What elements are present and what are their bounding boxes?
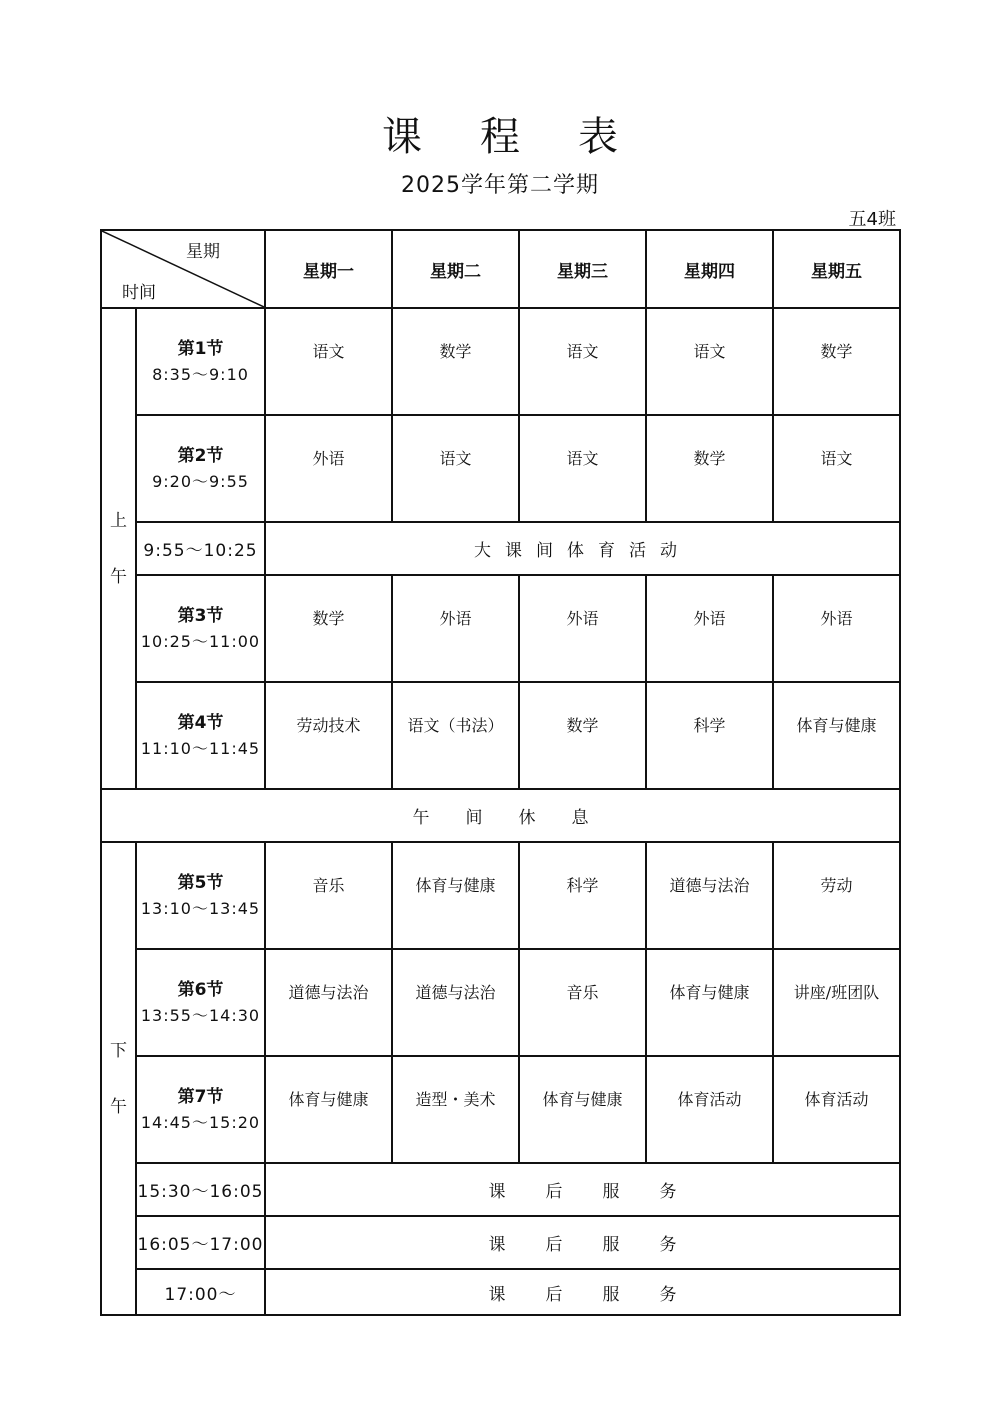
header-row — [101, 230, 900, 308]
subject-cell: 语文（书法） — [392, 682, 519, 789]
subject-cell: 体育与健康 — [392, 842, 519, 949]
period-time: 9:20～9:55 — [152, 471, 249, 491]
subject-cell: 外语 — [646, 575, 773, 682]
period-time: 10:25～11:00 — [140, 631, 261, 651]
period-time: 13:55～14:30 — [140, 1005, 261, 1025]
subject-cell: 外语 — [773, 575, 900, 682]
page-title: 课程表 — [382, 114, 676, 160]
period-row — [101, 308, 900, 415]
period-name: 第6节 — [177, 979, 224, 1000]
subject-cell: 道德与法治 — [265, 949, 392, 1056]
subject-cell: 道德与法治 — [646, 842, 773, 949]
period-time: 8:35～9:10 — [152, 364, 249, 384]
subject-cell: 音乐 — [519, 949, 646, 1056]
corner-week-label: 星期 — [186, 242, 220, 262]
subject-cell: 体育与健康 — [646, 949, 773, 1056]
day-header: 星期三 — [519, 230, 646, 308]
period-name: 第3节 — [177, 605, 224, 626]
subject-cell: 外语 — [392, 575, 519, 682]
subject-cell: 语文 — [519, 415, 646, 522]
period-cell — [136, 308, 265, 415]
period-row — [101, 842, 900, 949]
period-name: 第2节 — [177, 445, 224, 466]
period-row — [101, 682, 900, 789]
subject-cell: 劳动 — [773, 842, 900, 949]
subject-cell: 语文 — [265, 308, 392, 415]
big-break-time: 9:55～10:25 — [136, 522, 265, 575]
subject-cell: 体育活动 — [773, 1056, 900, 1163]
after-school-time: 15:30～16:05 — [136, 1163, 265, 1216]
subject-cell: 科学 — [646, 682, 773, 789]
period-row — [101, 1056, 900, 1163]
day-header: 星期一 — [265, 230, 392, 308]
period-name: 第4节 — [177, 712, 224, 733]
after-school-label: 课后服务 — [265, 1163, 900, 1216]
period-time: 14:45～15:20 — [140, 1112, 261, 1132]
period-cell — [136, 1056, 265, 1163]
subject-cell: 语文 — [519, 308, 646, 415]
subject-cell: 音乐 — [265, 842, 392, 949]
schedule-table — [100, 229, 901, 1316]
subject-cell: 数学 — [646, 415, 773, 522]
class-name: 五4班 — [848, 209, 896, 230]
period-name: 第1节 — [177, 338, 224, 359]
period-cell — [136, 682, 265, 789]
noon-break-label: 午间休息 — [101, 789, 900, 842]
semester-subtitle: 2025学年第二学期 — [401, 173, 599, 198]
period-row — [101, 415, 900, 522]
subject-cell: 数学 — [265, 575, 392, 682]
day-header: 星期二 — [392, 230, 519, 308]
day-header: 星期四 — [646, 230, 773, 308]
big-break-label: 大课间体育活动 — [265, 522, 900, 575]
big-break-row — [101, 522, 900, 575]
subject-cell: 科学 — [519, 842, 646, 949]
subject-cell: 语文 — [646, 308, 773, 415]
period-cell — [136, 415, 265, 522]
subject-cell: 讲座/班团队 — [773, 949, 900, 1056]
period-time: 11:10～11:45 — [140, 738, 261, 758]
period-name: 第5节 — [177, 872, 224, 893]
period-cell — [136, 842, 265, 949]
subject-cell: 语文 — [392, 415, 519, 522]
period-cell — [136, 949, 265, 1056]
subject-cell: 外语 — [265, 415, 392, 522]
subject-cell: 劳动技术 — [265, 682, 392, 789]
after-school-time: 17:00～ — [136, 1269, 265, 1315]
after-school-time: 16:05～17:00 — [136, 1216, 265, 1269]
subject-cell: 数学 — [773, 308, 900, 415]
period-row — [101, 949, 900, 1056]
morning-label: 上 午 — [101, 308, 136, 789]
subject-cell: 外语 — [519, 575, 646, 682]
afternoon-label: 下 午 — [101, 842, 136, 1315]
subject-cell: 语文 — [773, 415, 900, 522]
subject-cell: 道德与法治 — [392, 949, 519, 1056]
subject-cell: 数学 — [392, 308, 519, 415]
period-cell — [136, 575, 265, 682]
corner-cell — [101, 230, 265, 308]
period-time: 13:10～13:45 — [140, 898, 261, 918]
after-school-label: 课后服务 — [265, 1216, 900, 1269]
subject-cell: 体育与健康 — [773, 682, 900, 789]
subject-cell: 体育活动 — [646, 1056, 773, 1163]
subject-cell: 数学 — [519, 682, 646, 789]
corner-time-label: 时间 — [122, 283, 156, 303]
subject-cell: 体育与健康 — [265, 1056, 392, 1163]
after-school-row — [101, 1216, 900, 1269]
after-school-row — [101, 1269, 900, 1315]
subject-cell: 体育与健康 — [519, 1056, 646, 1163]
noon-break-row — [101, 789, 900, 842]
after-school-row — [101, 1163, 900, 1216]
period-name: 第7节 — [177, 1086, 224, 1107]
period-row — [101, 575, 900, 682]
day-header: 星期五 — [773, 230, 900, 308]
subject-cell: 造型・美术 — [392, 1056, 519, 1163]
after-school-label: 课后服务 — [265, 1269, 900, 1315]
